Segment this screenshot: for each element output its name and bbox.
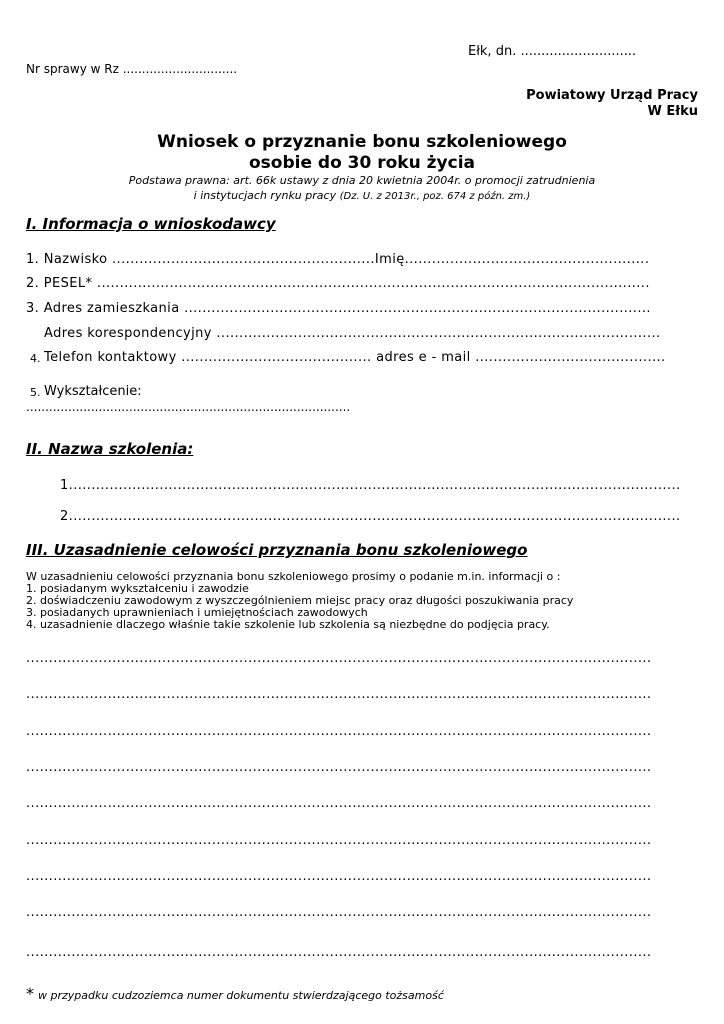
justification-answer-line[interactable]: .......................................................................................................................................... (26, 945, 652, 960)
office-name: Powiatowy Urząd Pracy (526, 88, 698, 103)
surname-name-field[interactable]: 1. Nazwisko ..........................................................Imię...................................................... (26, 252, 650, 267)
justification-point: 2. doświadczeniu zawodowym z wyszczególnieniem miejsc pracy oraz długości poszukiwania pracy (26, 594, 574, 607)
place-date-field[interactable]: Ełk, dn. ............................ (468, 44, 637, 59)
office-city: W Ełku (647, 104, 698, 119)
form-title-line1: Wniosek o przyznanie bonu szkoleniowego (157, 132, 567, 152)
section-2-heading: II. Nazwa szkolenia: (26, 440, 194, 458)
justification-answer-line[interactable]: .......................................................................................................................................... (26, 833, 652, 848)
phone-email-field[interactable]: Telefon kontaktowy .......................................... adres e - mail .......................................... (44, 350, 666, 365)
section-3-heading: III. Uzasadnienie celowości przyznania bonu szkoleniowego (26, 541, 528, 559)
phone-number-index: 4. (30, 352, 41, 365)
justification-answer-line[interactable]: .......................................................................................................................................... (26, 760, 652, 775)
justification-point: 4. uzasadnienie dlaczego właśnie takie szkolenie lub szkolenia są niezbędne do podjęcia pracy. (26, 618, 550, 631)
justification-answer-line[interactable]: .......................................................................................................................................... (26, 724, 652, 739)
form-title-line2: osobie do 30 roku życia (248, 153, 475, 173)
legal-basis-main: i instytucjach rynku pracy (193, 189, 337, 202)
correspondence-address-field[interactable]: Adres korespondencyjny .................................................................................................. (44, 326, 661, 341)
training-name-field-2[interactable]: 2....................................................................................................................................... (60, 509, 681, 524)
residence-address-field[interactable]: 3. Adres zamieszkania ....................................................................................................... (26, 301, 651, 316)
justification-answer-line[interactable]: .......................................................................................................................................... (26, 796, 652, 811)
justification-answer-line[interactable]: .......................................................................................................................................... (26, 687, 652, 702)
section-1-heading: I. Informacja o wnioskodawcy (26, 215, 276, 233)
education-field[interactable]: ..................................................................................... (26, 400, 351, 414)
legal-basis-line2 (0, 189, 724, 202)
legal-basis-reference: (Dz. U. z 2013r., poz. 674 z późn. zm.) (339, 191, 531, 202)
case-number-field[interactable]: Nr sprawy w Rz .............................. (26, 62, 238, 76)
legal-basis-line1: Podstawa prawna: art. 66k ustawy z dnia 20 kwietnia 2004r. o promocji zatrudnienia (128, 174, 596, 187)
justification-point: 1. posiadanym wykształceniu i zawodzie (26, 582, 249, 595)
justification-intro: W uzasadnieniu celowości przyznania bonu szkoleniowego prosimy o podanie m.in. informacji o : (26, 570, 561, 583)
education-index: 5. (30, 386, 41, 399)
justification-answer-line[interactable]: .......................................................................................................................................... (26, 905, 652, 920)
justification-point: 3. posiadanych uprawnieniach i umiejętnościach zawodowych (26, 606, 368, 619)
justification-answer-line[interactable]: .......................................................................................................................................... (26, 651, 652, 666)
footnote-asterisk: * (26, 984, 34, 1003)
education-label: Wykształcenie: (44, 384, 142, 399)
training-name-field-1[interactable]: 1....................................................................................................................................... (60, 478, 681, 493)
footnote-text: w przypadku cudzoziemca numer dokumentu stwierdzającego tożsamość (38, 989, 444, 1002)
justification-answer-line[interactable]: .......................................................................................................................................... (26, 869, 652, 884)
pesel-field[interactable]: 2. PESEL* .......................................................................................................................... (26, 276, 650, 291)
